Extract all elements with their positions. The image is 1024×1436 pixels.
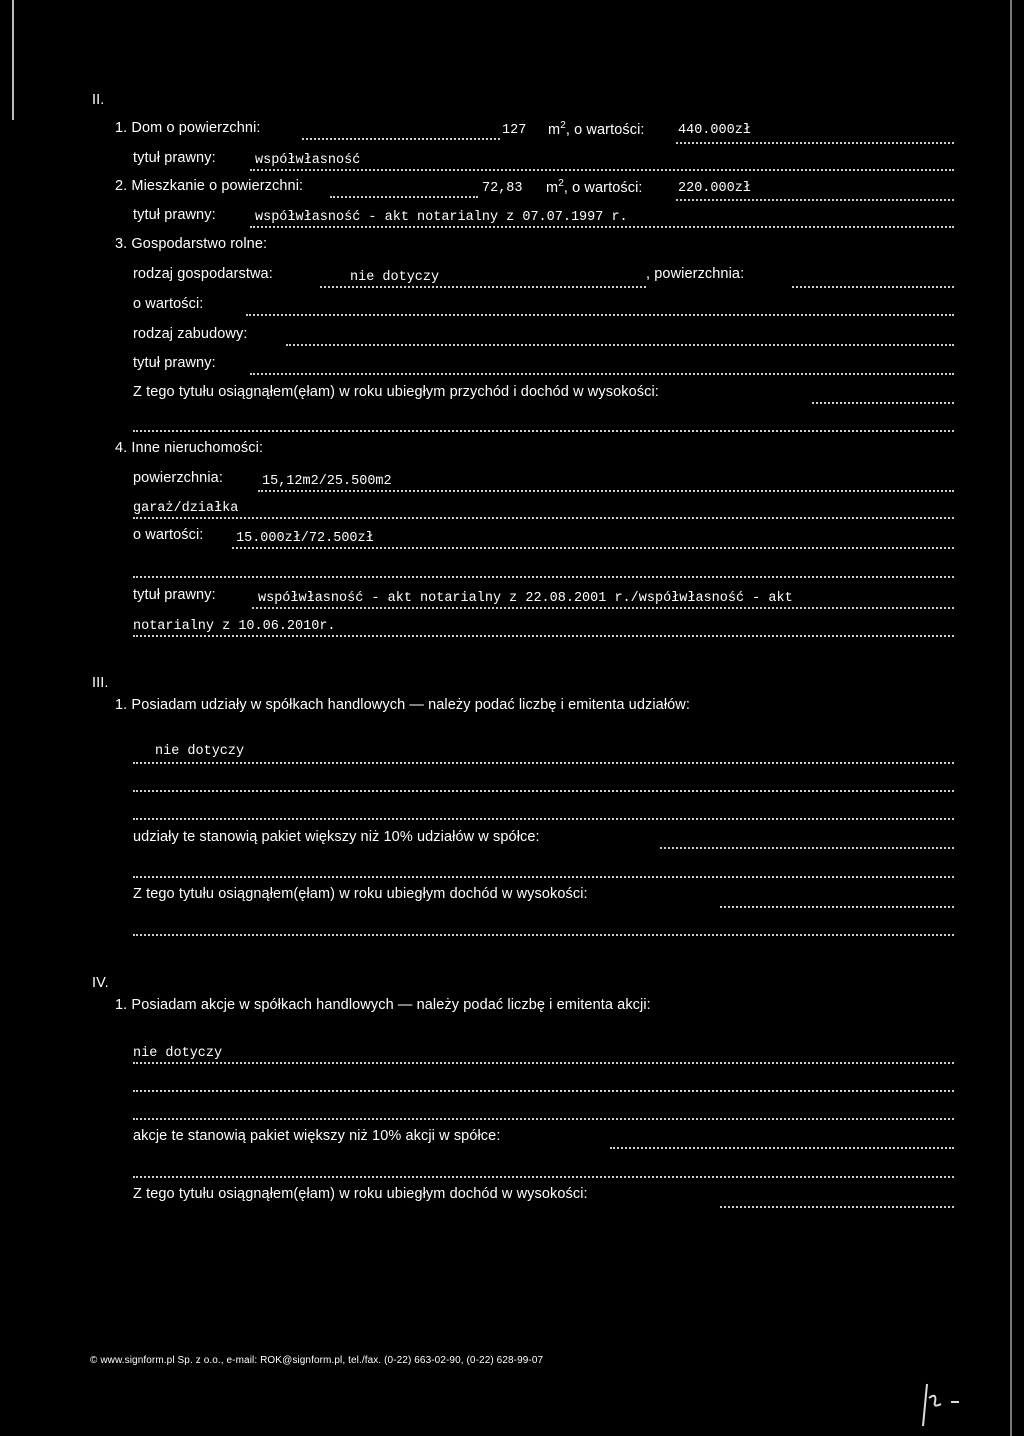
- farm-kind-line: [320, 286, 646, 288]
- farm-area-line: [792, 286, 954, 288]
- house-area-value: 127: [502, 123, 527, 138]
- farm-income-label: Z tego tytułu osiągnąłem(ęłam) w roku ubiegłym przychód i dochód w wysokości:: [133, 384, 659, 400]
- house-area-label: 1. Dom o powierzchni:: [115, 120, 261, 136]
- section-ii-heading: II.: [92, 92, 105, 108]
- farm-buildings-line: [286, 344, 954, 346]
- shares-line-1: [133, 762, 954, 764]
- house-title-label: tytuł prawny:: [133, 150, 216, 166]
- footer-text: © www.signform.pl Sp. z o.o., e-mail: ROK@signform.pl, tel./fax. (0-22) 663-02-90, (0-22) 628-99-07: [90, 1355, 544, 1366]
- scan-edge-right: [1010, 0, 1012, 1436]
- shares-package-label: udziały te stanowią pakiet większy niż 10% udziałów w spółce:: [133, 829, 540, 845]
- section-iv-heading: IV.: [92, 975, 109, 991]
- stocks-package-line-2: [133, 1176, 954, 1178]
- house-area-line: [302, 138, 500, 140]
- farm-value-label: o wartości:: [133, 296, 204, 312]
- other-value-line: [232, 547, 954, 549]
- other-value-label: o wartości:: [133, 527, 204, 543]
- flat-title-label: tytuł prawny:: [133, 207, 216, 223]
- stocks-package-line: [610, 1147, 954, 1149]
- flat-title-value: współwłasność - akt notarialny z 07.07.1997 r.: [255, 210, 628, 225]
- flat-area-line: [330, 196, 478, 198]
- other-property-label: 4. Inne nieruchomości:: [115, 440, 264, 456]
- shares-income-label: Z tego tytułu osiągnąłem(ęłam) w roku ubiegłym dochód w wysokości:: [133, 886, 588, 902]
- shares-label: 1. Posiadam udziały w spółkach handlowych — należy podać liczbę i emitenta udziałów:: [115, 697, 691, 713]
- stocks-line-3: [133, 1118, 954, 1120]
- flat-area-unit: $m^2$, o wartości:: [546, 178, 643, 196]
- flat-area-label: 2. Mieszkanie o powierzchni:: [115, 178, 304, 194]
- flat-area-value: 72,83: [482, 181, 523, 196]
- other-value-line-2: [133, 576, 954, 578]
- shares-line-2: [133, 790, 954, 792]
- farm-label: 3. Gospodarstwo rolne:: [115, 236, 268, 252]
- other-title-value-2: notarialny z 10.06.2010r.: [133, 619, 336, 634]
- other-kind-line: [133, 517, 954, 519]
- stocks-label: 1. Posiadam akcje w spółkach handlowych — należy podać liczbę i emitenta akcji:: [115, 997, 651, 1013]
- flat-title-line: [250, 226, 954, 228]
- house-value: 440.000zł: [678, 123, 751, 138]
- other-title-value-1: współwłasność - akt notarialny z 22.08.2001 r./współwłasność - akt: [258, 591, 793, 606]
- farm-income-line-2: [133, 430, 954, 432]
- other-area-line: [258, 490, 954, 492]
- farm-title-line: [250, 373, 954, 375]
- section-iii-heading: III.: [92, 675, 109, 691]
- farm-kind-label: rodzaj gospodarstwa:: [133, 266, 273, 282]
- shares-package-line: [660, 847, 954, 849]
- house-title-value: współwłasność: [255, 153, 361, 168]
- farm-title-label: tytuł prawny:: [133, 355, 216, 371]
- other-value-value: 15.000zł/72.500zł: [236, 531, 374, 546]
- other-area-value: 15,12m2/25.500m2: [262, 474, 392, 489]
- other-title-line-2: [133, 635, 954, 637]
- shares-line-3: [133, 818, 954, 820]
- house-value-line: [676, 142, 954, 144]
- stocks-line-1: [133, 1062, 954, 1064]
- stocks-income-line: [720, 1206, 954, 1208]
- stocks-package-label: akcje te stanowią pakiet większy niż 10% akcji w spółce:: [133, 1128, 501, 1144]
- stocks-value: nie dotyczy: [133, 1046, 223, 1061]
- stocks-income-label: Z tego tytułu osiągnąłem(ęłam) w roku ubiegłym dochód w wysokości:: [133, 1186, 588, 1202]
- shares-income-line: [720, 906, 954, 908]
- other-title-label: tytuł prawny:: [133, 587, 216, 603]
- other-title-line: [252, 607, 954, 609]
- other-kind-value: garaż/działka: [133, 501, 239, 516]
- signature-mark: [915, 1380, 975, 1430]
- shares-package-line-2: [133, 876, 954, 878]
- scan-edge-left: [12, 0, 14, 120]
- flat-value-line: [676, 199, 954, 201]
- shares-value: nie dotyczy: [155, 744, 245, 759]
- farm-income-line: [812, 402, 954, 404]
- house-title-line: [250, 169, 954, 171]
- flat-value: 220.000zł: [678, 181, 751, 196]
- stocks-line-2: [133, 1090, 954, 1092]
- farm-area-label: , powierzchnia:: [646, 266, 745, 282]
- house-area-unit: $m^2$, o wartości:: [548, 120, 645, 138]
- farm-buildings-label: rodzaj zabudowy:: [133, 326, 248, 342]
- shares-income-line-2: [133, 934, 954, 936]
- other-area-label: powierzchnia:: [133, 470, 223, 486]
- farm-kind-value: nie dotyczy: [350, 270, 440, 285]
- farm-value-line: [246, 314, 954, 316]
